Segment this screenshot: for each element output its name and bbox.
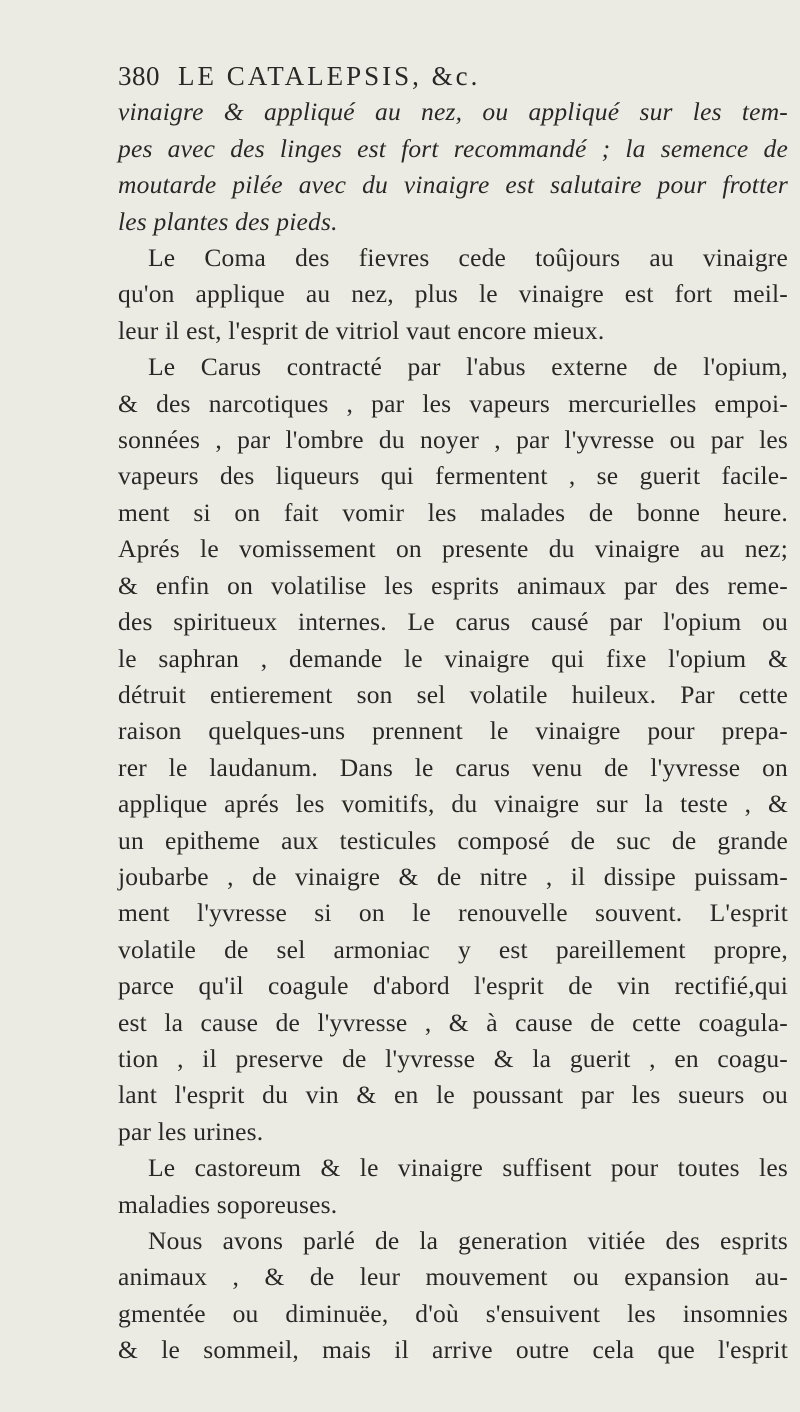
text-line: par les urines. — [118, 1116, 264, 1146]
text-line: vinaigre & appliqué au nez, ou appliqué sur les tem- — [118, 97, 788, 127]
running-title: LE CATALEPSIS, &c. — [178, 61, 481, 91]
text-line: Le Carus contracté par l'abus externe de l'opium, — [148, 352, 788, 382]
text-line: Aprés le vomissement on presente du vinaigre au nez; — [118, 534, 788, 564]
text-line: gmentée ou diminuëe, d'où s'ensuivent les insomnies — [118, 1298, 788, 1328]
text-line: & des narcotiques , par les vapeurs mercurielles empoi- — [118, 388, 788, 418]
text-line: un epitheme aux testicules composé de suc de grande — [118, 825, 788, 855]
paragraph-4 — [118, 1150, 788, 1223]
text-line: pes avec des linges est fort recommandé ; la semence de — [118, 133, 788, 163]
text-line: & enfin on volatilise les esprits animaux par des reme- — [118, 570, 788, 600]
text-line: ment si on fait vomir les malades de bonne heure. — [118, 497, 788, 527]
text-line: volatile de sel armoniac y est pareillement propre, — [118, 934, 788, 964]
paragraph-3 — [118, 349, 788, 1150]
text-line: vapeurs des liqueurs qui fermentent , se guerit facile- — [118, 461, 788, 491]
running-head — [118, 58, 788, 94]
page-number: 380 — [118, 61, 160, 91]
text-line: rer le laudanum. Dans le carus venu de l'yvresse on — [118, 752, 788, 782]
text-line: le saphran , demande le vinaigre qui fixe l'opium & — [118, 643, 788, 673]
text-line: applique aprés les vomitifs, du vinaigre sur la teste , & — [118, 789, 788, 819]
paragraph-2 — [118, 240, 788, 349]
page-text — [118, 58, 788, 1369]
text-line: les plantes des pieds. — [118, 206, 338, 236]
text-line: Nous avons parlé de la generation vitiée des esprits — [148, 1226, 788, 1255]
paragraph-1 — [118, 94, 788, 240]
text-line: parce qu'il coagule d'abord l'esprit de vin rectifié,qui — [118, 971, 788, 1001]
text-line: & le sommeil, mais il arrive outre cela que l'esprit — [118, 1335, 788, 1365]
text-line: lant l'esprit du vin & en le poussant par les sueurs ou — [118, 1080, 788, 1110]
text-line: moutarde pilée avec du vinaigre est salutaire pour frotter — [118, 170, 788, 200]
text-line: qu'on applique au nez, plus le vinaigre est fort meil- — [118, 279, 788, 309]
text-line: raison quelques-uns prennent le vinaigre pour prepa- — [118, 716, 788, 746]
text-line: joubarbe , de vinaigre & de nitre , il dissipe puissam- — [118, 861, 788, 891]
text-line: détruit entierement son sel volatile huileux. Par cette — [118, 679, 788, 709]
text-line: maladies soporeuses. — [118, 1189, 338, 1219]
text-line: est la cause de l'yvresse , & à cause de cette coagula- — [118, 1007, 788, 1037]
text-line: tion , il preserve de l'yvresse & la guerit , en coagu- — [118, 1043, 788, 1073]
text-line: animaux , & de leur mouvement ou expansion au- — [118, 1262, 788, 1292]
text-line: Le castoreum & le vinaigre suffisent pour toutes les — [148, 1153, 788, 1183]
text-line: Le Coma des fievres cede toûjours au vinaigre — [148, 243, 788, 273]
text-line: des spiritueux internes. Le carus causé par l'opium ou — [118, 607, 788, 637]
text-line: sonnées , par l'ombre du noyer , par l'yvresse ou par les — [118, 425, 788, 455]
text-line: leur il est, l'esprit de vitriol vaut encore mieux. — [118, 315, 605, 345]
text-line: ment l'yvresse si on le renouvelle souvent. L'esprit — [118, 898, 788, 928]
paragraph-5 — [118, 1223, 788, 1369]
